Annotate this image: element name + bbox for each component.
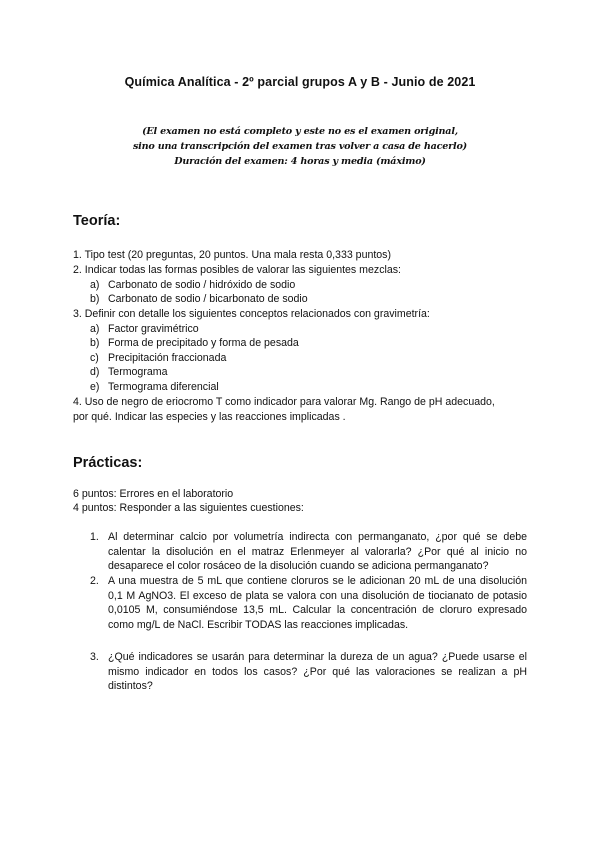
question-3: ¿Qué indicadores se usarán para determinar la dureza de un agua? ¿Puede usarse el mismo indicador en todos los casos? ¿Por qué las valoraciones se realizan a pH distintos? xyxy=(108,651,527,693)
sub-marker: e) xyxy=(90,381,100,393)
sub-item: Precipitación fraccionada xyxy=(108,352,227,364)
question-2: A una muestra de 5 mL que contiene cloruros se le adicionan 20 mL de una disolución 0,1 M AgNO3. El exceso de plata se valora con una disolución de tiocianato de potasio 0,0105 M, consumiéndose 13,5 mL. Calcular la concentración de cloruro expresado como mg/L de NaCl. Escribir TODAS las reacciones implicadas. xyxy=(108,575,527,632)
practicas-heading: Prácticas: xyxy=(73,455,143,471)
sub-item: Forma de precipitado y forma de pesada xyxy=(108,337,299,349)
teoria-item-1: 1. Tipo test (20 preguntas, 20 puntos. Una mala resta 0,333 puntos) xyxy=(73,249,392,261)
teoria-item-4-line-1: 4. Uso de negro de eriocromo T como indicador para valorar Mg. Rango de pH adecuado, xyxy=(73,396,495,408)
sub-item: Termograma diferencial xyxy=(108,381,219,393)
page-title: Química Analítica - 2º parcial grupos A y B - Junio de 2021 xyxy=(124,75,476,89)
note-line-1: (El examen no está completo y este no es el examen original, xyxy=(142,126,458,137)
sub-marker: a) xyxy=(90,279,100,291)
teoria-item-2: 2. Indicar todas las formas posibles de valorar las siguientes mezclas: xyxy=(73,264,401,276)
teoria-item-4-line-2: por qué. Indicar las especies y las reacciones implicadas . xyxy=(73,411,346,423)
practicas-line-1: 6 puntos: Errores en el laboratorio xyxy=(73,488,234,500)
sub-item: Termograma xyxy=(108,366,168,378)
sub-item: Factor gravimétrico xyxy=(108,323,199,335)
teoria-heading: Teoría: xyxy=(73,213,121,229)
question-number: 1. xyxy=(90,531,99,543)
sub-marker: a) xyxy=(90,323,100,335)
sub-marker: b) xyxy=(90,337,100,349)
sub-item: Carbonato de sodio / bicarbonato de sodio xyxy=(108,293,308,305)
sub-item: Carbonato de sodio / hidróxido de sodio xyxy=(108,279,296,291)
question-number: 2. xyxy=(90,575,99,587)
question-number: 3. xyxy=(90,651,99,663)
sub-marker: c) xyxy=(90,352,99,364)
question-1: Al determinar calcio por volumetría indirecta con permanganato, ¿por qué se debe calentar la disolución en el matraz Erlenmeyer al valorarla? ¿Por qué al inicio no desaparece el color rosáceo de la disolución cuando se adiciona permanganato? xyxy=(108,531,527,573)
note-line-2: sino una transcripción del examen tras volver a casa de hacerlo) xyxy=(132,141,468,152)
sub-marker: d) xyxy=(90,366,100,378)
teoria-item-3: 3. Definir con detalle los siguientes conceptos relacionados con gravimetría: xyxy=(73,308,430,320)
practicas-line-2: 4 puntos: Responder a las siguientes cuestiones: xyxy=(73,502,304,514)
note-line-3: Duración del examen: 4 horas y media (máximo) xyxy=(174,156,426,167)
sub-marker: b) xyxy=(90,293,100,305)
